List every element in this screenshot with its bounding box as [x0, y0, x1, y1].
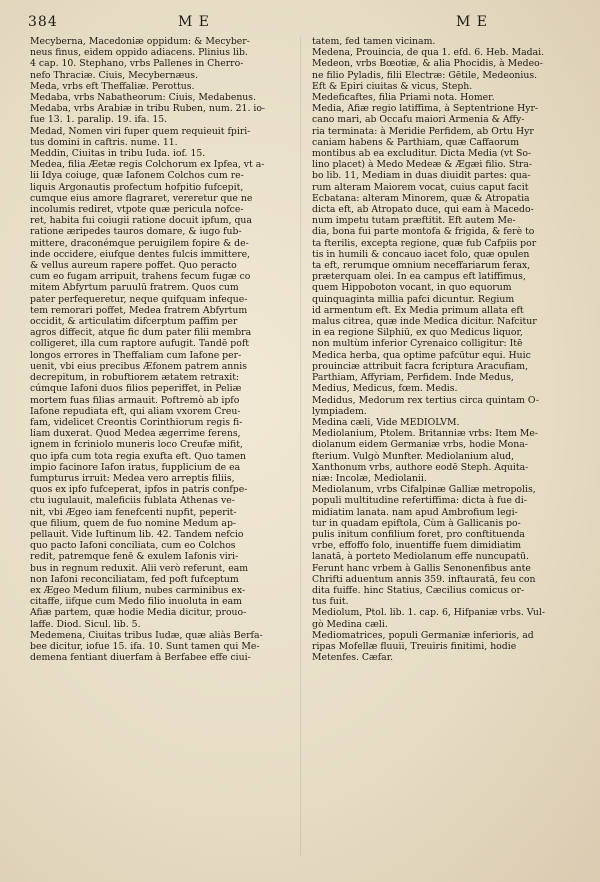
- dictionary-entry: Medeficaftes, filia Priami nota. Homer.: [312, 92, 495, 104]
- dictionary-entry: Mediomatrices, populi Germaniæ inferioris, ad ripas Mofellæ fluuii, Treuiris finitimi, hodie Metenfes. Cæfar.: [312, 629, 534, 664]
- dictionary-entry: Medena, Prouincia, de qua 1. efd. 6. Heb. Madai.: [312, 47, 545, 59]
- column-divider: [300, 36, 301, 856]
- dictionary-entry: Mediolum, Ptol. lib. 1. cap. 6, Hifpaniæ vrbs. Vul- gò Medina cæli.: [312, 607, 545, 630]
- dictionary-entry: Medad, Nomen viri fuper quem requieuit fpiri- tus domini in caftris. nume. 11.: [30, 125, 251, 148]
- dictionary-entry: Medea, filia Æetæ regis Colchorum ex Ipfea, vt a- lii Idya coiuge, quæ Iafonem Colchos cum re- liquis Argonautis profectum hofpitio fufcepit, cumque eius amore flagraret, vereretur que ne incolumis rediret, vtpote quæ pericula nofce- ret, habita fui coiugii ratione docuit ipfum, qua ratione æripedes tauros domare, & iugo fub- mittere, draconémque peruigilem fopire & de- inde occidere, eiufque dentes fulcis immittere, & vellus aureum rapere poffet. Quo peracto cum eo fugam arripuit, trahens fecum fugæ co mitem Abfyrtum paruulū fratrem. Quos cum pater perfequeretur, neque quifquam infeque- tem remorari poffet, Medea fratrem Abfyrtum occidit, & articulatim difcerptum paffim per agros diffecit, atque fic dum pater filii membra colligeret, illa cum raptore aufugit. Tandē poft longos errores in Theffaliam cum Iafone per- uenit, vbi eius precibus Æfonem patrem annis decrepitum, in robuftiorem ætatem retraxit: cúmque Iafoni duos filios peperiffet, in Peliæ mortem fuas filias armauit. Poftremò ab ipfo Iafone repudiata eft, qui aliam vxorem Creu- fam, videlicet Creontis Corinthiorum regis fi- liam duxerat. Quod Medea ægerrime ferens, ignem in fcriniolo muneris loco Creufæ mifit, quo ipfa cum tota regia exufta eft. Quo tamen impio facinore Iafon iratus, fupplicium de ea fumpturus irruit: Medea vero arreptis filiis, quos ex ipfo fufceperat, ipfos in patris confpe- ctu iugulauit, maleficiis fublata Athenas ve- nit, vbi Ægeo iam fenefcenti nupfit, peperit- que filium, quem de fuo nomine Medum ap- pellauit. Vide Iuftinum lib. 42. Tandem nefcio quo pacto Iafoni conciliata, cum eo Colchos redit, patremque fenē & exulem Iafonis viri- bus in regnum reduxit. Alii verò referunt, eam non Iafoni reconciliatam, fed poft fufceptum ex Ægeo Medum filium, nubes carminibus ex- citaffe, iifque cum Medo filio inuoluta in eam Afiæ partem, quæ hodie Media dicitur, prouo- laffe. Diod. Sicul. lib. 5.: [30, 159, 265, 630]
- right-column: [312, 36, 574, 663]
- left-running-head: M E: [178, 14, 211, 30]
- dictionary-entry: Meddin, Ciuitas in tribu Iuda. iof. 15.: [30, 148, 206, 160]
- dictionary-entry: Medaba, vrbs Nabatheorum: Ciuis, Medabenus.: [30, 92, 257, 104]
- page-header: [28, 14, 576, 34]
- right-running-head: M E: [456, 14, 489, 30]
- dictionary-entry: Medaba, vrbs Arabiæ in tribu Ruben, num. 21. io- fue 13. 1. paralip. 19. ifa. 15.: [30, 103, 266, 126]
- page-number: 384: [28, 14, 58, 30]
- dictionary-entry: Mecyberna, Macedoniæ oppidum: & Mecyber- neus finus, eidem oppido adiacens. Plinius lib. 4 cap. 10. Stephano, vrbs Pallenes in Cherro- nefo Thraciæ. Ciuis, Mecybernæus.: [30, 36, 250, 81]
- dictionary-entry: Medidus, Medorum rex tertius circa quintam O- lympiadem.: [312, 394, 539, 417]
- dictionary-entry: Media, Afiæ regio latiffima, à Septentrione Hyr- cano mari, ab Occafu maiori Armenia & Affy- ria terminata: à Meridie Perfidem, ab Ortu Hyr caniam habens & Parthiam, quæ Caffaorum montibus ab ea excluditur. Dicta Media (vt So- lino placet) à Medo Medeæ & Ægæi filio. Stra- bo lib. 11, Mediam in duas diuidit partes: qua- rum alteram Maiorem vocat, cuius caput facit Ecbatana: alteram Minorem, quæ & Atropatia dicta eft, ab Atropato duce, qui eam à Macedo- num impetu tutam præftitit. Eft autem Me- dia, bona fui parte montofa & frigida, & ferè to ta fterilis, excepta regione, quæ fub Cafpiis por tis in humili & concauo iacet folo, quæ opulen ta eft, rerumque omnium neceffariarum ferax, præterquam olei. In ea campus eft latiffimus, quem Hippoboton vocant, in quo equorum quinquaginta millia pafci dicuntur. Regium id armentum eft. Ex Media primum allata eft malus citrea, quæ inde Medica dicitur. Nafcitur in ea regione Silphiū, ex quo Medicus liquor, non multùm inferior Cyrenaico colligitur: Itē Medica herba, qua optime pafcūtur equi. Huic prouinciæ attribuit facra fcriptura Aracufiam, Parthiam, Affyriam, Perfidem. Inde Medus, Medius, Medicus, fœm. Medis.: [312, 103, 539, 395]
- dictionary-entry: Mediolanium, Ptolem. Britanniæ vrbs: Item Me- diolanum eidem Germaniæ vrbs, hodie Mona- fterium. Vulgò Munfter. Mediolanium alud, Xanthonum vrbs, authore eodē Steph. Aquita- niæ: Incolæ, Mediolanii.: [312, 428, 539, 484]
- left-column: [30, 36, 292, 663]
- dictionary-entry: Medeon, vrbs Bœotiæ, & alia Phocidis, à Medeo- ne filio Pyladis, filii Electræ: Gētile, Medeonius. Eft & Epiri ciuitas & vicus, Steph.: [312, 58, 543, 92]
- dictionary-entry: Mediolanum, vrbs Cifalpinæ Galliæ metropolis, populi multitudine refertiffima: dicta à fue di- midiatim lanata. nam apud Ambrofium legi- tur in quadam epiftola, Cùm à Gallicanis po- pulis initum confilium foret, pro conftituenda vrbe, effoffo folo, inuentiffe fuem dimidiatim lanatā, à porteto Mediolanum effe nuncupatū. Ferunt hanc vrbem à Gallis Senonenfibus ante Chrifti aduentum annis 359. inftauratā, feu con dita fuiffe. hinc Statius, Cæcilius comicus or- tus fuit.: [312, 484, 536, 608]
- dictionary-entry: Medina cæli, Vide MEDIOLVM.: [312, 416, 460, 428]
- dictionary-entry: Meda, vrbs eft Theffaliæ. Perottus.: [30, 80, 195, 92]
- dictionary-entry: tatem, fed tamen vicinam.: [312, 36, 436, 47]
- dictionary-entry: Medemena, Ciuitas tribus Iudæ, quæ aliàs Berfa- bee dicitur, iofue 15. ifa. 10. Sunt tamen qui Me- demena fentiant diuerfam à Berfabee effe ciui-: [30, 629, 263, 664]
